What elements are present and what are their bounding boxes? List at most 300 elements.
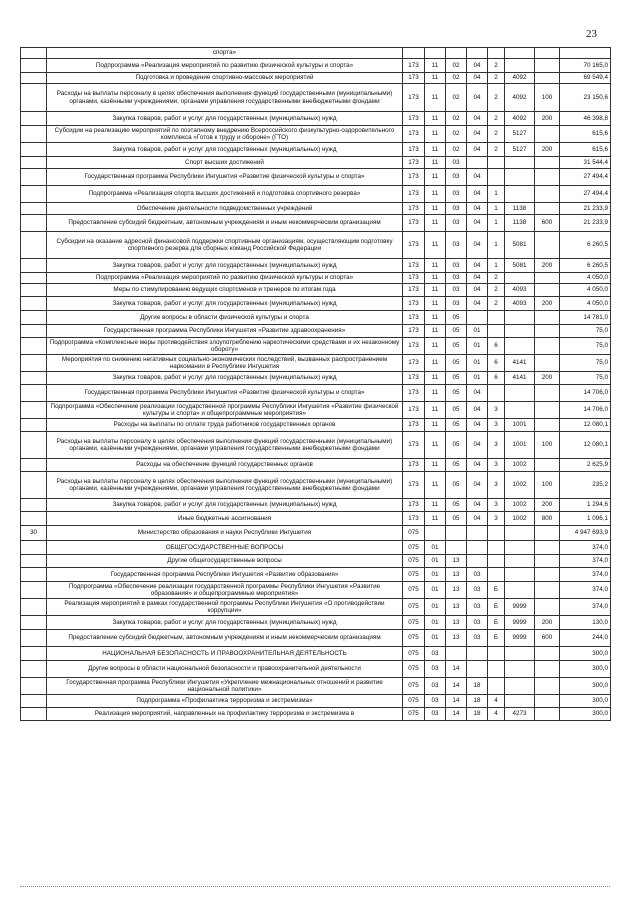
rz-code: 01 xyxy=(425,582,446,599)
rz-code: 03 xyxy=(425,695,446,708)
pr-code: 03 xyxy=(446,284,467,297)
row-name: Обеспечение деятельности подведомственных учреждений xyxy=(47,203,403,215)
expense-type-code xyxy=(535,273,560,284)
ved-code: 173 xyxy=(403,311,425,325)
rz-code: 01 xyxy=(425,541,446,555)
ved-code: 075 xyxy=(403,695,425,708)
ved-code: 173 xyxy=(403,126,425,143)
pr-code: 05 xyxy=(446,355,467,372)
table-row xyxy=(21,630,611,647)
row-number: 30 xyxy=(21,526,47,541)
row-amount: 75,0 xyxy=(560,355,611,372)
row-name: Закупка товаров, работ и услуг для государственных (муниципальных) нужд xyxy=(47,297,403,311)
direction-code xyxy=(505,157,535,169)
program-code xyxy=(467,661,488,678)
table-row xyxy=(21,541,611,555)
table-row xyxy=(21,259,611,273)
row-amount: 6 260,5 xyxy=(560,232,611,259)
row-name: Закупка товаров, работ и услуг для государственных (муниципальных) нужд xyxy=(47,499,403,512)
table-row xyxy=(21,325,611,338)
direction-code: 9999 xyxy=(505,599,535,616)
pr-code: 03 xyxy=(446,259,467,273)
direction-code xyxy=(505,48,535,59)
row-amount: 27 494,4 xyxy=(560,186,611,203)
table-row xyxy=(21,372,611,385)
subprogram-code: Б xyxy=(488,630,505,647)
pr-code: 14 xyxy=(446,678,467,695)
direction-code: 5127 xyxy=(505,143,535,157)
subprogram-code: 3 xyxy=(488,499,505,512)
ved-code: 173 xyxy=(403,186,425,203)
expense-type-code: 200 xyxy=(535,372,560,385)
row-number xyxy=(21,472,47,499)
row-name: Предоставление субсидий бюджетным, автономным учреждениям и иным некоммерческим организациям xyxy=(47,215,403,232)
rz-code: 11 xyxy=(425,59,446,73)
row-name: Государственная программа Республики Ингушетия «Развитие физической культуры и спорта» xyxy=(47,169,403,186)
direction-code: 1002 xyxy=(505,472,535,499)
direction-code xyxy=(505,647,535,661)
pr-code xyxy=(446,48,467,59)
row-amount: 300,0 xyxy=(560,708,611,721)
ved-code: 173 xyxy=(403,419,425,432)
row-number xyxy=(21,143,47,157)
expense-type-code xyxy=(535,678,560,695)
subprogram-code xyxy=(488,678,505,695)
row-number xyxy=(21,338,47,355)
row-amount: 1 294,6 xyxy=(560,499,611,512)
table-row xyxy=(21,499,611,512)
program-code: 04 xyxy=(467,432,488,459)
program-code: 04 xyxy=(467,126,488,143)
table-row xyxy=(21,59,611,73)
ved-code: 173 xyxy=(403,512,425,526)
expense-type-code xyxy=(535,157,560,169)
ved-code: 173 xyxy=(403,372,425,385)
program-code: 03 xyxy=(467,616,488,630)
pr-code: 13 xyxy=(446,568,467,582)
direction-code: 1138 xyxy=(505,215,535,232)
row-number xyxy=(21,157,47,169)
row-name: НАЦИОНАЛЬНАЯ БЕЗОПАСНОСТЬ И ПРАВООХРАНИТЕЛЬНАЯ ДЕЯТЕЛЬНОСТЬ xyxy=(47,647,403,661)
budget-table xyxy=(20,47,611,721)
rz-code: 11 xyxy=(425,143,446,157)
direction-code xyxy=(505,582,535,599)
row-number xyxy=(21,385,47,402)
table-row xyxy=(21,284,611,297)
table-row xyxy=(21,311,611,325)
subprogram-code: 2 xyxy=(488,297,505,311)
row-amount: 130,0 xyxy=(560,616,611,630)
rz-code: 11 xyxy=(425,402,446,419)
pr-code: 13 xyxy=(446,630,467,647)
table-row xyxy=(21,385,611,402)
subprogram-code: Б xyxy=(488,582,505,599)
ved-code: 173 xyxy=(403,84,425,112)
row-number xyxy=(21,284,47,297)
expense-type-code xyxy=(535,59,560,73)
subprogram-code xyxy=(488,325,505,338)
row-number xyxy=(21,616,47,630)
pr-code: 05 xyxy=(446,499,467,512)
row-amount: 12 080,1 xyxy=(560,419,611,432)
table-row xyxy=(21,459,611,472)
expense-type-code xyxy=(535,325,560,338)
table-row xyxy=(21,203,611,215)
expense-type-code xyxy=(535,708,560,721)
program-code: 01 xyxy=(467,325,488,338)
row-name: Мероприятия по снижению негативных социально-экономических последствий, вызванных распространением наркомании в Республике Ингушетия xyxy=(47,355,403,372)
table-row xyxy=(21,616,611,630)
subprogram-code: Б xyxy=(488,599,505,616)
direction-code xyxy=(505,311,535,325)
row-amount: 69 549,4 xyxy=(560,73,611,84)
row-amount: 75,0 xyxy=(560,325,611,338)
pr-code: 02 xyxy=(446,59,467,73)
rz-code: 11 xyxy=(425,126,446,143)
row-number xyxy=(21,661,47,678)
expense-type-code xyxy=(535,402,560,419)
row-name: Реализация мероприятий в рамках государственной программы Республики Ингушетия «О противодействии коррупции» xyxy=(47,599,403,616)
pr-code xyxy=(446,647,467,661)
table-row xyxy=(21,419,611,432)
ved-code: 173 xyxy=(403,112,425,126)
program-code: 04 xyxy=(467,215,488,232)
expense-type-code: 200 xyxy=(535,616,560,630)
expense-type-code xyxy=(535,126,560,143)
direction-code: 1002 xyxy=(505,512,535,526)
row-amount: 4 050,0 xyxy=(560,284,611,297)
row-name: Подготовка и проведение спортивно-массовых мероприятий xyxy=(47,73,403,84)
program-code: 18 xyxy=(467,695,488,708)
direction-code: 1002 xyxy=(505,499,535,512)
ved-code: 173 xyxy=(403,59,425,73)
row-amount: 374,0 xyxy=(560,599,611,616)
table-row xyxy=(21,186,611,203)
rz-code: 11 xyxy=(425,259,446,273)
table-row xyxy=(21,661,611,678)
program-code: 04 xyxy=(467,459,488,472)
rz-code: 11 xyxy=(425,73,446,84)
pr-code: 13 xyxy=(446,616,467,630)
subprogram-code xyxy=(488,48,505,59)
direction-code: 4092 xyxy=(505,112,535,126)
expense-type-code xyxy=(535,459,560,472)
direction-code xyxy=(505,678,535,695)
rz-code: 11 xyxy=(425,472,446,499)
rz-code: 11 xyxy=(425,273,446,284)
expense-type-code xyxy=(535,541,560,555)
table-row xyxy=(21,647,611,661)
direction-code xyxy=(505,541,535,555)
subprogram-code xyxy=(488,541,505,555)
table-row xyxy=(21,402,611,419)
table-row xyxy=(21,143,611,157)
ved-code xyxy=(403,48,425,59)
rz-code: 11 xyxy=(425,203,446,215)
program-code xyxy=(467,647,488,661)
direction-code: 1001 xyxy=(505,432,535,459)
row-amount: 21 233,9 xyxy=(560,203,611,215)
expense-type-code xyxy=(535,186,560,203)
row-name: Меры по стимулированию ведущих спортсменов и тренеров по итогам года xyxy=(47,284,403,297)
ved-code: 173 xyxy=(403,325,425,338)
row-amount: 27 494,4 xyxy=(560,169,611,186)
expense-type-code: 200 xyxy=(535,143,560,157)
expense-type-code xyxy=(535,169,560,186)
table-row xyxy=(21,169,611,186)
direction-code xyxy=(505,273,535,284)
subprogram-code: 2 xyxy=(488,112,505,126)
subprogram-code: 2 xyxy=(488,143,505,157)
rz-code: 01 xyxy=(425,630,446,647)
ved-code: 173 xyxy=(403,338,425,355)
ved-code: 075 xyxy=(403,630,425,647)
pr-code: 03 xyxy=(446,215,467,232)
ved-code: 173 xyxy=(403,232,425,259)
pr-code: 05 xyxy=(446,512,467,526)
program-code: 01 xyxy=(467,338,488,355)
subprogram-code: 3 xyxy=(488,512,505,526)
rz-code: 11 xyxy=(425,355,446,372)
program-code: 04 xyxy=(467,419,488,432)
expense-type-code xyxy=(535,526,560,541)
pr-code: 05 xyxy=(446,338,467,355)
pr-code: 03 xyxy=(446,203,467,215)
table-row xyxy=(21,84,611,112)
pr-code: 05 xyxy=(446,372,467,385)
ved-code: 173 xyxy=(403,432,425,459)
expense-type-code: 200 xyxy=(535,297,560,311)
program-code: 04 xyxy=(467,84,488,112)
pr-code: 05 xyxy=(446,325,467,338)
direction-code xyxy=(505,59,535,73)
row-name: Предоставление субсидий бюджетным, автономным учреждениям и иным некоммерческим организациям xyxy=(47,630,403,647)
table-row xyxy=(21,599,611,616)
table-row xyxy=(21,355,611,372)
expense-type-code xyxy=(535,73,560,84)
direction-code xyxy=(505,526,535,541)
row-number xyxy=(21,325,47,338)
direction-code: 9999 xyxy=(505,630,535,647)
ved-code: 173 xyxy=(403,355,425,372)
row-name: Спорт высших достижений xyxy=(47,157,403,169)
table-row xyxy=(21,215,611,232)
rz-code: 11 xyxy=(425,311,446,325)
expense-type-code: 100 xyxy=(535,84,560,112)
program-code: 01 xyxy=(467,372,488,385)
ved-code: 075 xyxy=(403,582,425,599)
row-name: Закупка товаров, работ и услуг для государственных (муниципальных) нужд xyxy=(47,616,403,630)
rz-code: 01 xyxy=(425,599,446,616)
pr-code: 02 xyxy=(446,84,467,112)
subprogram-code: 6 xyxy=(488,338,505,355)
rz-code: 01 xyxy=(425,568,446,582)
row-amount: 4 947 693,9 xyxy=(560,526,611,541)
program-code: 04 xyxy=(467,203,488,215)
rz-code xyxy=(425,526,446,541)
row-amount: 12 080,1 xyxy=(560,432,611,459)
row-name: Реализация мероприятий, направленных на профилактику терроризма и экстремизма в xyxy=(47,708,403,721)
pr-code: 03 xyxy=(446,169,467,186)
row-number xyxy=(21,215,47,232)
expense-type-code xyxy=(535,284,560,297)
expense-type-code xyxy=(535,695,560,708)
rz-code: 03 xyxy=(425,647,446,661)
program-code xyxy=(467,157,488,169)
rz-code: 11 xyxy=(425,512,446,526)
ved-code: 173 xyxy=(403,259,425,273)
pr-code: 03 xyxy=(446,232,467,259)
program-code xyxy=(467,311,488,325)
ved-code: 075 xyxy=(403,555,425,568)
row-number xyxy=(21,186,47,203)
program-code: 04 xyxy=(467,169,488,186)
rz-code: 11 xyxy=(425,186,446,203)
row-amount: 46 398,8 xyxy=(560,112,611,126)
row-name: Подпрограмма «Профилактика терроризма и экстремизма» xyxy=(47,695,403,708)
rz-code: 11 xyxy=(425,215,446,232)
direction-code: 4092 xyxy=(505,84,535,112)
row-number xyxy=(21,203,47,215)
ved-code: 173 xyxy=(403,402,425,419)
expense-type-code: 800 xyxy=(535,512,560,526)
program-code: 04 xyxy=(467,273,488,284)
expense-type-code: 200 xyxy=(535,259,560,273)
direction-code xyxy=(505,186,535,203)
rz-code xyxy=(425,48,446,59)
direction-code: 4141 xyxy=(505,355,535,372)
rz-code: 11 xyxy=(425,385,446,402)
pr-code: 05 xyxy=(446,419,467,432)
ved-code: 173 xyxy=(403,472,425,499)
program-code: 04 xyxy=(467,284,488,297)
subprogram-code: 1 xyxy=(488,259,505,273)
subprogram-code: Б xyxy=(488,616,505,630)
row-number xyxy=(21,355,47,372)
row-name: Субсидии на реализацию мероприятий по поэтапному внедрению Всероссийского физкультурно-оздоровительного комплекса «Готов к труду и обороне» (ГТО) xyxy=(47,126,403,143)
row-name: Другие общегосударственные вопросы xyxy=(47,555,403,568)
table-row xyxy=(21,432,611,459)
row-number xyxy=(21,555,47,568)
row-name: Расходы на выплаты по оплате труда работников государственных органов xyxy=(47,419,403,432)
row-name: Другие вопросы в области национальной безопасности и правоохранительной деятельности xyxy=(47,661,403,678)
row-name: Расходы на выплаты персоналу в целях обеспечения выполнения функций государственными (муниципальными) органами, казёнными учреждениями, органами управления государственными внебюджетными фондами xyxy=(47,84,403,112)
rz-code: 11 xyxy=(425,419,446,432)
rz-code: 11 xyxy=(425,169,446,186)
direction-code xyxy=(505,568,535,582)
direction-code: 5127 xyxy=(505,126,535,143)
program-code: 03 xyxy=(467,568,488,582)
table-row xyxy=(21,708,611,721)
ved-code: 075 xyxy=(403,616,425,630)
expense-type-code xyxy=(535,555,560,568)
subprogram-code: 2 xyxy=(488,273,505,284)
direction-code: 4093 xyxy=(505,284,535,297)
ved-code: 173 xyxy=(403,73,425,84)
row-name: Подпрограмма «Реализация спорта высших достижений и подготовка спортивного резерва» xyxy=(47,186,403,203)
rz-code: 03 xyxy=(425,708,446,721)
expense-type-code xyxy=(535,385,560,402)
row-name: спорта» xyxy=(47,48,403,59)
row-name: Подпрограмма «Комплексные меры противодействия злоупотреблению наркотическими средствами и их незаконному обороту» xyxy=(47,338,403,355)
expense-type-code xyxy=(535,582,560,599)
row-number xyxy=(21,126,47,143)
row-amount: 14 781,0 xyxy=(560,311,611,325)
direction-code xyxy=(505,402,535,419)
program-code: 04 xyxy=(467,499,488,512)
program-code: 04 xyxy=(467,512,488,526)
rz-code: 03 xyxy=(425,678,446,695)
ved-code: 075 xyxy=(403,541,425,555)
expense-type-code: 200 xyxy=(535,112,560,126)
subprogram-code: 1 xyxy=(488,215,505,232)
program-code xyxy=(467,555,488,568)
row-name: Другие вопросы в области физической культуры и спорта xyxy=(47,311,403,325)
rz-code: 11 xyxy=(425,284,446,297)
program-code: 03 xyxy=(467,630,488,647)
direction-code xyxy=(505,338,535,355)
row-amount: 300,0 xyxy=(560,695,611,708)
row-number xyxy=(21,568,47,582)
rz-code: 03 xyxy=(425,661,446,678)
row-name: Расходы на выплаты персоналу в целях обеспечения выполнения функций государственными (муниципальными) органами, казёнными учреждениями, органами управления государственными внебюджетными фондами xyxy=(47,432,403,459)
row-number xyxy=(21,647,47,661)
subprogram-code: 2 xyxy=(488,59,505,73)
table-row xyxy=(21,472,611,499)
row-name: Министерство образования и науки Республики Ингушетия xyxy=(47,526,403,541)
row-number xyxy=(21,73,47,84)
direction-code: 5081 xyxy=(505,259,535,273)
subprogram-code: 3 xyxy=(488,432,505,459)
ved-code: 173 xyxy=(403,169,425,186)
direction-code xyxy=(505,661,535,678)
row-number xyxy=(21,232,47,259)
direction-code xyxy=(505,385,535,402)
ved-code: 075 xyxy=(403,708,425,721)
direction-code: 4141 xyxy=(505,372,535,385)
row-amount: 374,0 xyxy=(560,555,611,568)
expense-type-code xyxy=(535,568,560,582)
program-code: 03 xyxy=(467,599,488,616)
row-number xyxy=(21,48,47,59)
row-number xyxy=(21,259,47,273)
table-row xyxy=(21,678,611,695)
table-row xyxy=(21,695,611,708)
ved-code: 075 xyxy=(403,678,425,695)
subprogram-code xyxy=(488,157,505,169)
subprogram-code xyxy=(488,385,505,402)
pr-code: 05 xyxy=(446,402,467,419)
direction-code: 1002 xyxy=(505,459,535,472)
table-row xyxy=(21,157,611,169)
program-code xyxy=(467,541,488,555)
row-name: Государственная программа Республики Ингушетия «Развитие физической культуры и спорта» xyxy=(47,385,403,402)
row-amount: 374,0 xyxy=(560,541,611,555)
pr-code: 03 xyxy=(446,273,467,284)
row-amount: 6 260,5 xyxy=(560,259,611,273)
row-amount: 31 544,4 xyxy=(560,157,611,169)
pr-code: 03 xyxy=(446,157,467,169)
expense-type-code xyxy=(535,48,560,59)
direction-code xyxy=(505,695,535,708)
direction-code xyxy=(505,555,535,568)
pr-code: 05 xyxy=(446,385,467,402)
row-amount: 244,0 xyxy=(560,630,611,647)
rz-code: 11 xyxy=(425,499,446,512)
table-row xyxy=(21,112,611,126)
subprogram-code xyxy=(488,568,505,582)
table-row xyxy=(21,568,611,582)
